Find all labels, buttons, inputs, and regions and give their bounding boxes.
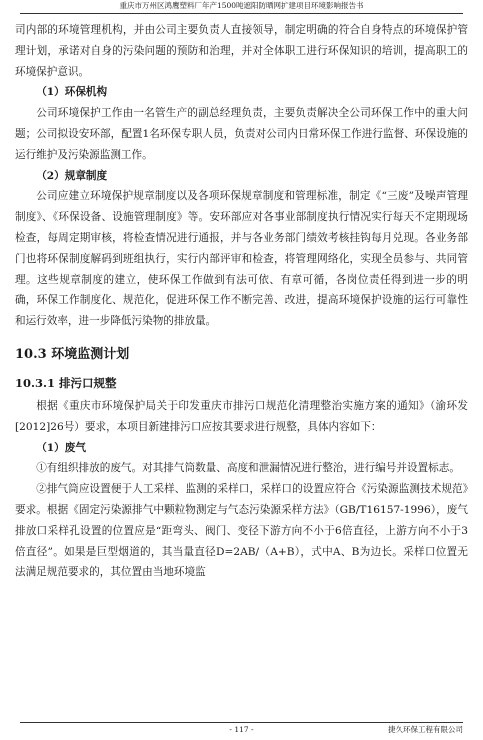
intro-paragraph: 司内部的环境管理机构，并由公司主要负责人直接领导，制定明确的符合自身特点的环境保护管理计划，承诺对自身的污染问题的预防和治理，并对全体职工进行环保知识的培训，提高职工的环境保护意识。 [15,24,468,78]
document-body [15,20,468,583]
notice-paragraph: 根据《重庆市环境保护局关于印发重庆市排污口规范化清理整治实施方案的通知》（渝环发[2012]26号）要求，本项目新建排污口应按其要求进行规整，具体内容如下： [15,399,468,433]
rules-paragraph: 公司应建立环境保护规章制度以及各项环保规章制度和管理标准，制定《“三废”及噪声管理制度》、《环保设备、设施管理制度》等。安环部应对各事业部制度执行情况实行每天不定期现场检查，每周定期审核，将检查情况进行通报，并与各业务部门绩效考核挂钩每月兑现。各业务部门也将环保制度解码到班组执行，实行内部评审和检查，将管理网络化，实现全员参与、共同管理。这些规章制度的建立，使环保工作做到有法可依、有章可循，各岗位责任得到进一步的明确，环保工作制度化、规范化，促进环保工作不断完善、改进，提高环境保护设施的运行可靠性和运行效率，进一步降低污染物的排放量。 [15,190,468,328]
env-org-paragraph: 公司环境保护工作由一名管生产的副总经理负责，主要负责解决全公司环保工作中的重大问题；公司拟设安环部，配置1名环保专职人员，负责对公司内日常环保工作进行监督、环保设施的运行维护及污染源监测工作。 [15,107,468,161]
section-heading-10-3-1: 10.3.1 排污口规整 [15,375,117,390]
waste-gas-item-1: ①有组织排放的废气。对其排气筒数量、高度和泄漏情况进行整治，进行编号并设置标志。 [36,462,460,475]
heading-env-org: （1）环保机构 [36,86,108,99]
heading-waste-gas: （1）废气 [36,441,86,454]
page-number: - 117 - [229,725,254,734]
heading-rules: （2）规章制度 [36,169,108,182]
footer-company: 捷久环保工程有限公司 [388,725,463,734]
page-footer [20,722,463,737]
waste-gas-item-2: ②排气筒应设置便于人工采样、监测的采样口，采样口的设置应符合《污染源监测技术规范》要求。根据《固定污染源排气中颗粒物测定与气态污染源采样方法》（GB/T16157-1996），废气排放口采样孔设置的位置应是“距弯头、阀门、变径下游方向不小于6倍直径，上游方向不小于3倍直径”。如果是巨型烟道的，其当量直径D=2AB/（A+B），式中A、B为边长。采样口位置无法满足规范要求的，其位置由当地环境监 [15,483,468,579]
page-header [20,0,463,14]
header-title: 重庆市万州区鸿鹰塑料厂年产1500吨遮阳防晒网扩建项目环境影响报告书 [119,1,364,10]
section-heading-10-3: 10.3 环境监测计划 [15,346,130,362]
